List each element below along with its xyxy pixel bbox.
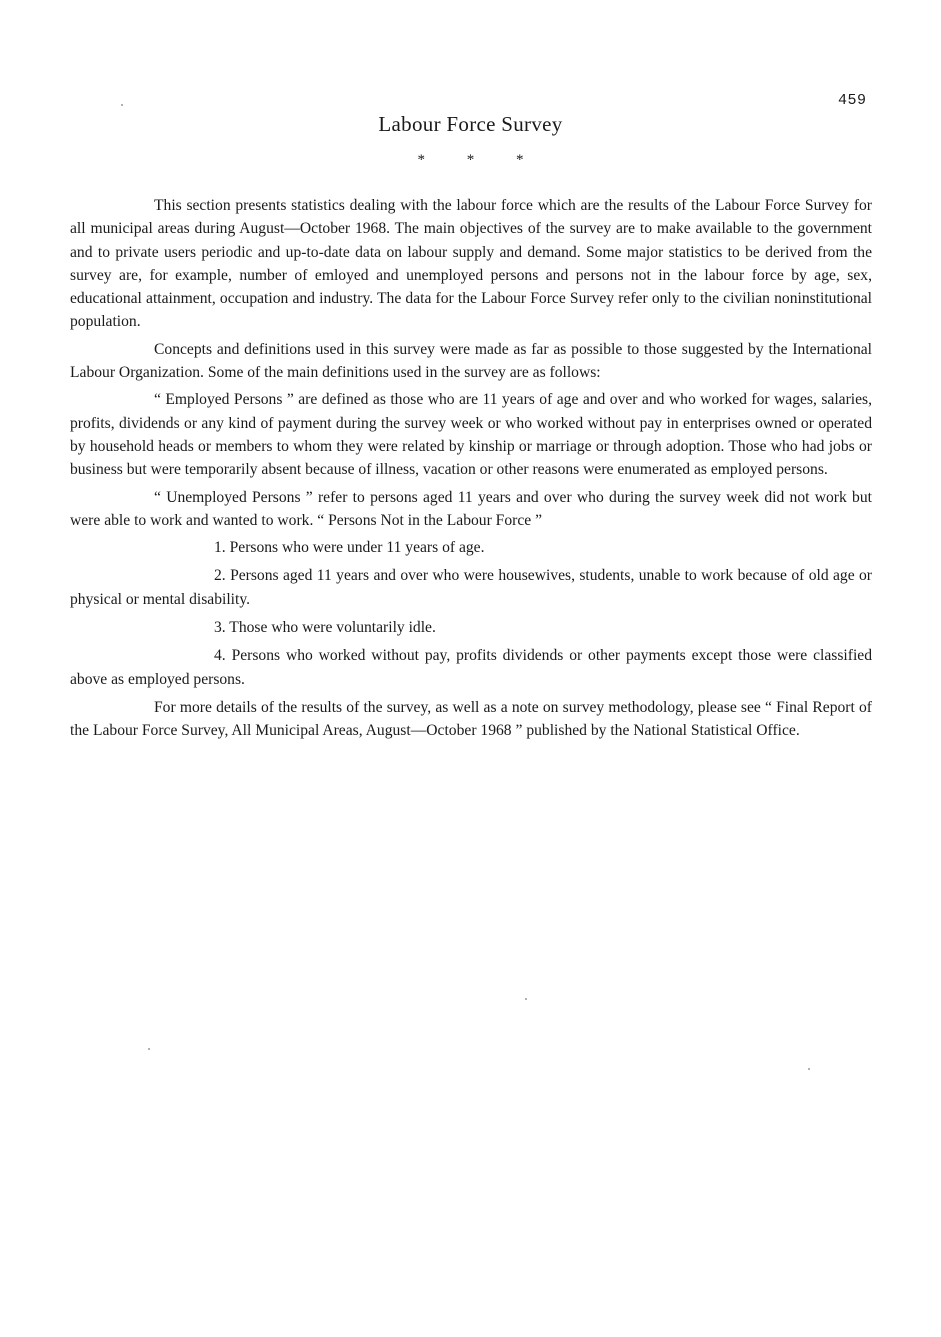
list-item: 3. Those who were voluntarily idle. — [214, 619, 436, 637]
page-number: 459 — [838, 92, 867, 109]
list-item: 4. Persons who worked without pay, profits dividends or other payments except those were classified above as employed persons. — [70, 647, 872, 688]
closing-paragraph: For more details of the results of the survey, as well as a note on survey methodology, please see “ Final Report of the Labour Force Survey, All Municipal Areas, August—October 1968 ” published by the National Statistical Office. — [70, 698, 872, 740]
unemployed-definition: “ Unemployed Persons ” refer to persons aged 11 years and over who during the survey week did not work but were able to work and wanted to work. “ Persons Not in the Labour Force ” — [70, 488, 872, 529]
list-item: 1. Persons who were under 11 years of age. — [214, 539, 485, 557]
body-text — [70, 194, 872, 747]
section-ornament: * * * — [417, 152, 524, 168]
intro-paragraph: This section presents statistics dealing with the labour force which are the results of the Labour Force Survey for all municipal areas during August—October 1968. The main objectives of the survey are to make available to the government and to private users periodic and up-to-date data on labour supply and demand. Some major statistics to be derived from the survey are, for example, number of emloyed and unemployed persons and persons not in the labour force by age, sex, educational attainment, occupation and industry. The data for the Labour Force Survey refer only to the civilian noninstitutional population. — [70, 197, 872, 331]
definitions-paragraph: Concepts and definitions used in this survey were made as far as possible to those suggested by the International Labour Organization. Some of the main definitions used in the survey are as follows: — [70, 340, 872, 382]
list-item: 2. Persons aged 11 years and over who were housewives, students, unable to work because of old age or physical or mental disability. — [70, 567, 872, 608]
page-title: Labour Force Survey — [378, 112, 563, 136]
employed-definition: “ Employed Persons ” are defined as those who are 11 years of age and over and who worked for wages, salaries, profits, dividends or any kind of payment during the survey week or who worked without pay in enterprises owned or operated by household heads or members to whom they were related by kinship or marriage or through adoption. Those who had jobs or business but were temporarily absent because of illness, vacation or other reasons were enumerated as employed persons. — [70, 391, 872, 479]
